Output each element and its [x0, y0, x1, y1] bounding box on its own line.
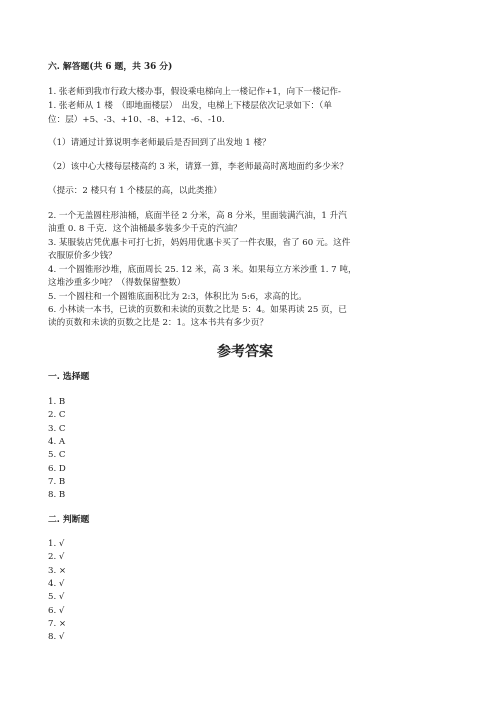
judge-answer-item: 5. √: [48, 592, 65, 603]
choice-answer-item: 2. C: [48, 410, 66, 421]
judge-answer-item: 2. √: [48, 552, 65, 563]
q1-hint: （提示：2 楼只有 1 个楼层的高，以此类推）: [48, 186, 222, 196]
q2-line-1: 2. 一个无盖圆柱形油桶，底面半径 2 分米，高 8 分米，里面装满汽油，1 升汽: [48, 211, 347, 221]
judge-answer-item: 3. ×: [48, 565, 67, 576]
answers-title: 参考答案: [217, 344, 273, 360]
q1-line-1: 1. 张老师到我市行政大楼办事，假设乘电梯向上一楼记作+1，向下一楼记作-: [48, 87, 341, 97]
choice-answer-item: 3. C: [48, 423, 66, 434]
choice-heading: 一. 选择题: [48, 372, 90, 382]
judge-answer-item: 1. √: [48, 539, 65, 549]
judge-answer-item: 6. √: [48, 605, 65, 616]
q4-line-2: 这堆沙重多少吨？（得数保留整数）: [48, 278, 186, 288]
q2-line-2: 油重 0. 8 千克．这个油桶最多装多少千克的汽油？: [48, 224, 242, 234]
q6-line-2: 读的页数和未读的页数之比是 2：1。这本书共有多少页？: [48, 318, 268, 328]
choice-answer-item: 6. D: [48, 463, 66, 474]
q3-line-2: 衣服原价多少钱？: [48, 251, 117, 261]
choice-answer-item: 8. B: [48, 490, 66, 501]
q1-sub-2: （2）该中心大楼每层楼高约 3 米，请算一算，李老师最高时离地面约多少米？: [48, 162, 348, 172]
q3-line-1: 3. 某服装店凭优惠卡可打七折，妈妈用优惠卡买了一件衣服，省了 60 元。这件: [48, 238, 351, 248]
choice-answer-item: 4. A: [48, 436, 66, 447]
judge-heading: 二. 判断题: [48, 515, 90, 525]
choice-answer-item: 1. B: [48, 397, 66, 407]
q1-sub-1: （1）请通过计算说明李老师最后是否回到了出发地 1 楼？: [48, 138, 271, 148]
q6-line-1: 6. 小林读一本书，已读的页数和未读的页数之比是 5：4。如果再读 25 页，已: [48, 305, 347, 315]
section-6-heading: 六. 解答题(共 6 题，共 36 分): [48, 62, 173, 72]
q5-line-1: 5. 一个圆柱和一个圆锥底面积比为 2:3，体积比为 5:6，求高的比。: [48, 292, 307, 302]
judge-answer-item: 8. √: [48, 632, 65, 643]
judge-answer-item: 4. √: [48, 578, 65, 589]
q4-line-1: 4. 一个圆锥形沙堆，底面周长 25. 12 米，高 3 米。如果每立方米沙重 1. 7 吨，: [48, 265, 357, 275]
choice-answer-item: 7. B: [48, 476, 66, 487]
choice-answer-item: 5. C: [48, 450, 66, 461]
q1-line-2: 1. 张老师从 1 楼 （即地面楼层） 出发，电梯上下楼层依次记录如下：（单: [48, 101, 332, 111]
q1-line-3: 位：层）+5、-3、+10、-8、+12、-6、-10.: [48, 115, 225, 125]
judge-answer-item: 7. ×: [48, 618, 67, 629]
